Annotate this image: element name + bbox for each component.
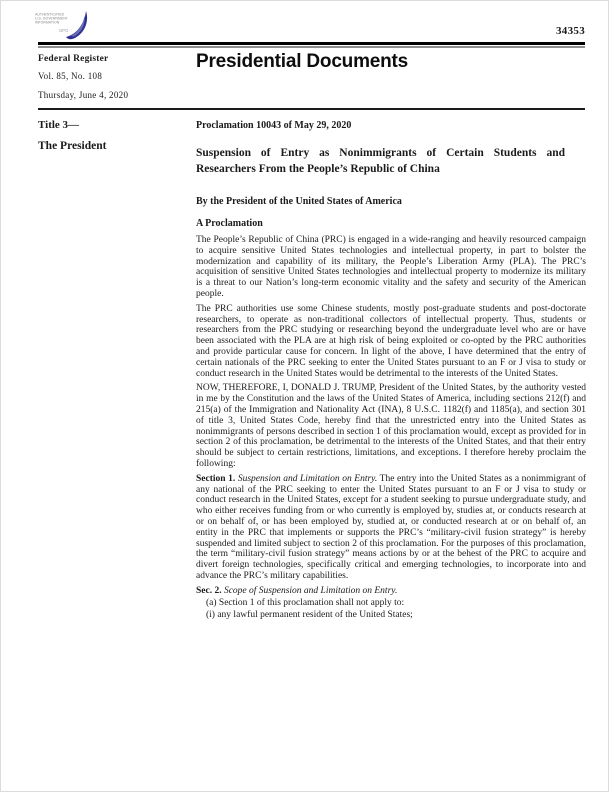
top-rule-thin bbox=[38, 46, 585, 48]
proclamation-title: Suspension of Entry as Nonimmigrants of Certain Students and Researchers From the People’s Republic of China bbox=[196, 147, 565, 175]
the-president-label: The President bbox=[38, 140, 107, 152]
volume-number: Vol. 85, No. 108 bbox=[38, 71, 103, 81]
proclamation-content bbox=[196, 119, 586, 621]
title-3-label: Title 3— bbox=[38, 119, 80, 131]
gpo-text-line2: U.S. GOVERNMENT bbox=[35, 17, 68, 21]
gpo-text-line3: INFORMATION bbox=[35, 21, 60, 25]
paragraph-3: NOW, THEREFORE, I, DONALD J. TRUMP, President of the United States, by the authority vested in me by the Constitution and the laws of the United States of America, including sections 212(f) and 215(a) of the Immigration and Nationality Act (INA), 8 U.S.C. 1182(f) and 1185(a), and section 301 of title 3, United States Code, hereby find that the unrestricted entry into the United States as nonimmigrants of persons described in section 1 of this proclamation would, except as provided for in section 2 of this proclamation, be detrimental to the interests of the United States, and that their entry should be subject to certain restrictions, limitations, and exceptions. I therefore hereby proclaim the following: bbox=[196, 383, 586, 469]
paragraph-1: The People’s Republic of China (PRC) is engaged in a wide-ranging and heavily resourced campaign to acquire sensitive United States technologies and intellectual property, in part to bolster the modernization and capability of its military, the People’s Liberation Army (PLA). The PRC’s acquisition of sensitive United States technologies and intellectual property to modernize its military is a threat to our Nation’s long-term economic vitality and the safety and security of the American people. bbox=[196, 235, 586, 299]
by-the-president-line: By the President of the United States of America bbox=[196, 196, 402, 207]
masthead-title: Presidential Documents bbox=[196, 51, 409, 72]
sec-2-clause-a: (a) Section 1 of this proclamation shall not apply to: bbox=[206, 598, 405, 608]
paragraph-2: The PRC authorities use some Chinese students, mostly post-graduate students and post-doctorate researchers, to operate as non-traditional collectors of intellectual property. Thus, students or researchers from the PRC studying or researching beyond the undergraduate level who are or have been associated with the PLA are at high risk of being exploited or co-opted by the PRC authorities and provide particular cause for concern. In light of the above, I have determined that the entry of certain nationals of the PRC seeking to enter the United States pursuant to an F or J visa to study or conduct research in the United States would be detrimental to the interests of the United States. bbox=[196, 303, 586, 379]
a-proclamation-heading: A Proclamation bbox=[196, 218, 263, 229]
issue-date: Thursday, June 4, 2020 bbox=[38, 90, 129, 100]
section-1-paragraph bbox=[196, 474, 586, 582]
gpo-abbr-label: GPO bbox=[59, 29, 69, 34]
page-number: 34353 bbox=[556, 25, 585, 37]
top-rule-thick bbox=[38, 42, 585, 45]
sec-2-label: Sec. 2. bbox=[196, 585, 222, 596]
sec-2-heading bbox=[196, 586, 586, 597]
publication-name: Federal Register bbox=[38, 54, 109, 64]
title-sidebar bbox=[38, 119, 188, 152]
gpo-swoosh-icon bbox=[63, 9, 93, 43]
sec-2-title: Scope of Suspension and Limitation on Entry. bbox=[223, 585, 398, 596]
top-double-rule bbox=[38, 42, 585, 48]
gpo-authentication-logo bbox=[35, 9, 105, 45]
section-1-title: Suspension and Limitation on Entry. bbox=[237, 473, 378, 484]
section-1-label: Section 1. bbox=[196, 473, 236, 484]
proclamation-number-line: Proclamation 10043 of May 29, 2020 bbox=[196, 120, 352, 131]
section-1-text: The entry into the United States as a nonimmigrant of any national of the PRC seeking to enter the United States pursuant to an F or J visa to study or conduct research in the United States, except for a student seeking to pursue undergraduate study, and who either receives funding from or who currently is employed by, studies at, or conducts research at or on behalf of, or has been employed by, studied at, or conducted research at or on behalf of, an entity in the PRC that implements or supports the PRC’s “military-civil fusion strategy” is hereby suspended and limited subject to section 2 of this proclamation. For the purposes of this proclamation, the term “military-civil fusion strategy” means actions by or at the behest of the PRC to acquire and divert foreign technologies, specifically critical and emerging technologies, to incorporate into and advance the PRC’s military capabilities. bbox=[196, 473, 587, 581]
masthead-left-block bbox=[38, 54, 128, 100]
gpo-text-line1: AUTHENTICATED bbox=[35, 13, 65, 17]
sec-2-clause-i: (i) any lawful permanent resident of the United States; bbox=[206, 610, 413, 621]
masthead-rule bbox=[38, 108, 585, 110]
